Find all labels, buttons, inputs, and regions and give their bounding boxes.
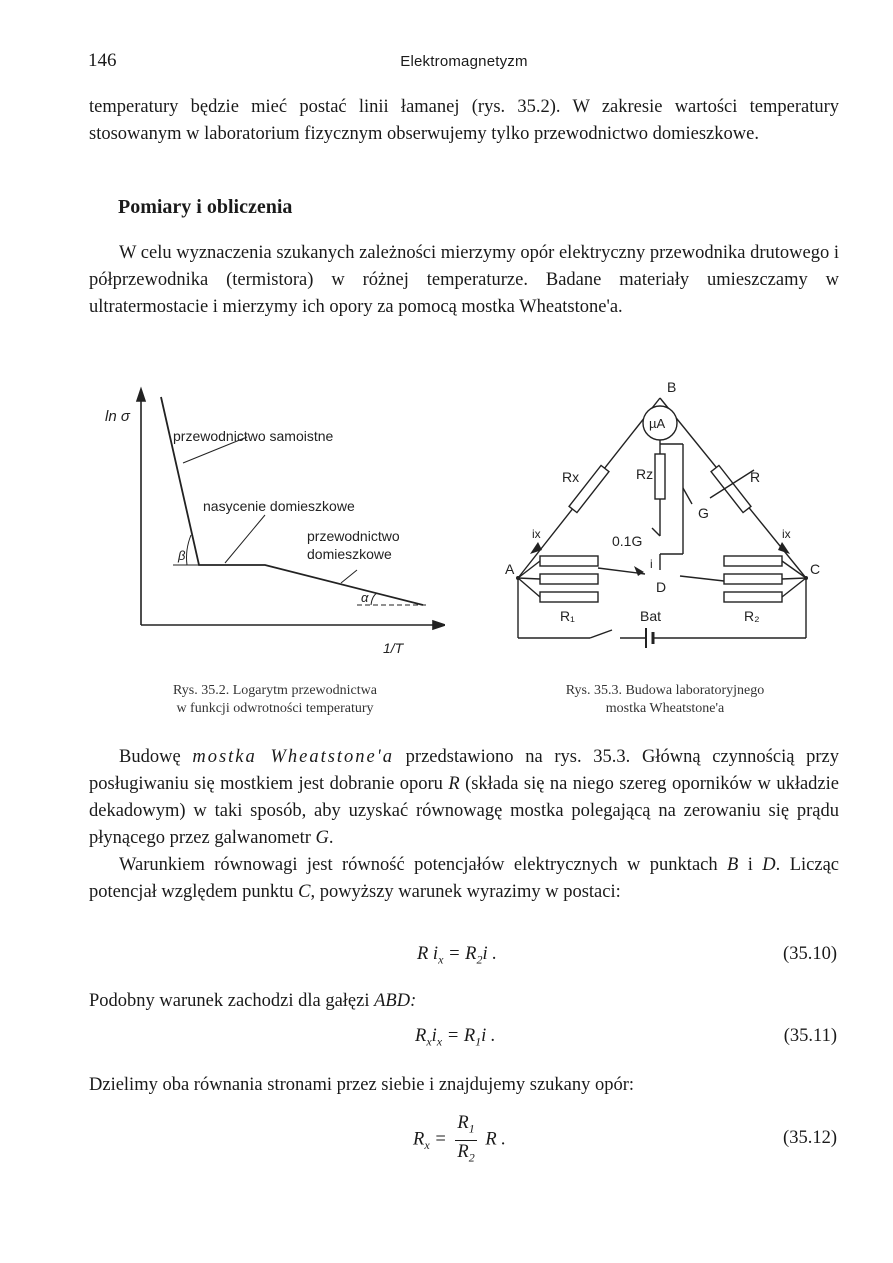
paragraph-measurements: W celu wyznaczenia szukanych zależności mierzymy opór elektryczny przewodnika drutowego i półprzewodnika (termistora) w różnej temperaturze. Badane materiały umieszczamy w ultratermostacie i mierzymy ich opory za pomocą mostka Wheatstone'a. — [89, 243, 839, 317]
paragraph-intro: temperatury będzie mieć postać linii łamanej (rys. 35.2). W zakresie wartości temperatury stosowanym w laboratorium fizycznym obserwujemy tylko przewodnictwo domieszkowe. — [89, 97, 839, 144]
figure-caption-35-3 — [495, 682, 835, 718]
label-i: i — [650, 557, 653, 571]
label-saturation: nasycenie domieszkowe — [203, 498, 355, 514]
page-header — [88, 50, 840, 74]
y-axis-arrow — [137, 389, 145, 401]
wire-left-bank-2 — [518, 578, 540, 597]
angle-beta-label: β — [178, 548, 186, 563]
angle-beta-arc — [187, 535, 192, 565]
caption-line: mostka Wheatstone'a — [605, 701, 725, 716]
label-R1: R₁ — [560, 608, 575, 624]
label-microamp: µA — [649, 416, 666, 431]
resistor-left-3 — [540, 592, 598, 602]
label-C: C — [810, 561, 821, 577]
angle-alpha-arc — [371, 593, 377, 605]
switch-bat — [590, 630, 612, 638]
resistor-R — [711, 465, 751, 512]
label-ix-right: ix — [782, 527, 791, 541]
running-title: Elektromagnetyzm — [400, 53, 528, 70]
paragraph-balance-condition: Warunkiem równowagi jest równość potencjałów elektrycznych w punktach B i D. Licząc potencjał względem punktu C, powyższy warunek wyrazimy w postaci: — [89, 855, 839, 902]
resistor-right-1 — [724, 556, 782, 566]
figure-wheatstone-bridge — [500, 378, 830, 668]
angle-alpha-label: α — [361, 590, 369, 605]
resistor-left-1 — [540, 556, 598, 566]
label-Rx: Rx — [562, 469, 580, 485]
figure-conductivity-plot — [95, 385, 445, 660]
equation-35-12 — [89, 1108, 839, 1178]
equation-35-10 — [89, 944, 839, 984]
wire-right-bank-2 — [782, 578, 806, 597]
section-heading: Pomiary i obliczenia — [118, 196, 293, 218]
paragraph-divide: Dzielimy oba równania stronami przez siebie i znajdujemy szukany opór: — [89, 1075, 635, 1095]
figure-caption-35-2 — [110, 682, 440, 718]
label-extrinsic-2: domieszkowe — [307, 546, 392, 562]
wire-right-slider — [680, 576, 724, 581]
label-A: A — [505, 561, 515, 577]
arrow-ix-left — [530, 542, 542, 554]
formula-35-10: R $i_x = R_2i$ . — [417, 944, 497, 967]
resistor-right-2 — [724, 574, 782, 584]
paragraph-bridge-description: Budowę mostka Wheatstone'a przedstawiono na rys. 35.3. Główną czynnością przy posługiwaniu się mostkiem jest dobranie oporu R (składa się na niego szereg oporników w układzie dekadowym) w taki sposób, aby uzyskać równowagę mostka polegającą na zerowaniu się prądu płynącego przez galwanometr G. — [89, 747, 839, 848]
label-01G: 0.1G — [612, 533, 643, 549]
switch-G — [683, 488, 692, 504]
wire-left-bank-3 — [518, 578, 540, 579]
caption-line: w funkcji odwrotności temperatury — [176, 701, 374, 716]
node-A-dot — [516, 576, 520, 580]
resistor-Rz — [655, 454, 665, 499]
label-bat: Bat — [640, 608, 662, 624]
node-C-dot — [804, 576, 808, 580]
term-wheatstone: mostka Wheatstone'a — [192, 747, 394, 767]
leader-extrinsic — [341, 570, 357, 583]
caption-line: Rys. 35.3. Budowa laboratoryjnego — [565, 683, 765, 698]
wire-right-bank-3 — [782, 578, 806, 579]
x-axis-label: 1/T — [383, 640, 404, 656]
caption-line: Rys. 35.2. Logarytm przewodnictwa — [173, 683, 377, 698]
label-R: R — [750, 469, 761, 485]
equation-number: (35.12) — [783, 1128, 837, 1148]
label-Rz: Rz — [636, 466, 654, 482]
x-axis-arrow — [433, 621, 445, 629]
y-axis-label: ln σ — [105, 408, 130, 425]
label-intrinsic: przewodnictwo samoistne — [173, 428, 334, 444]
resistor-right-3 — [724, 592, 782, 602]
leader-saturation — [225, 515, 265, 563]
label-extrinsic-1: przewodnictwo — [307, 528, 400, 544]
equation-35-11 — [89, 1026, 839, 1066]
label-ix-left: ix — [532, 527, 541, 541]
label-G: G — [698, 505, 709, 521]
formula-35-11: $R_xi_x = R_1i$ . — [415, 1026, 496, 1049]
paragraph-abd: Podobny warunek zachodzi dla gałęzi ABD: — [89, 991, 417, 1011]
arrow-ix-right — [778, 542, 790, 554]
switch-01G — [652, 528, 660, 536]
label-D: D — [656, 579, 667, 595]
label-R2: R₂ — [744, 608, 760, 624]
resistor-left-2 — [540, 574, 598, 584]
equation-number: (35.11) — [783, 1026, 837, 1046]
arrow-i — [634, 566, 644, 576]
equation-number: (35.10) — [783, 944, 837, 964]
formula-35-12: $R_x$ = $\frac{R_1}{R_2}$ R . — [413, 1113, 506, 1165]
page-number: 146 — [88, 50, 117, 71]
label-B: B — [667, 379, 677, 395]
